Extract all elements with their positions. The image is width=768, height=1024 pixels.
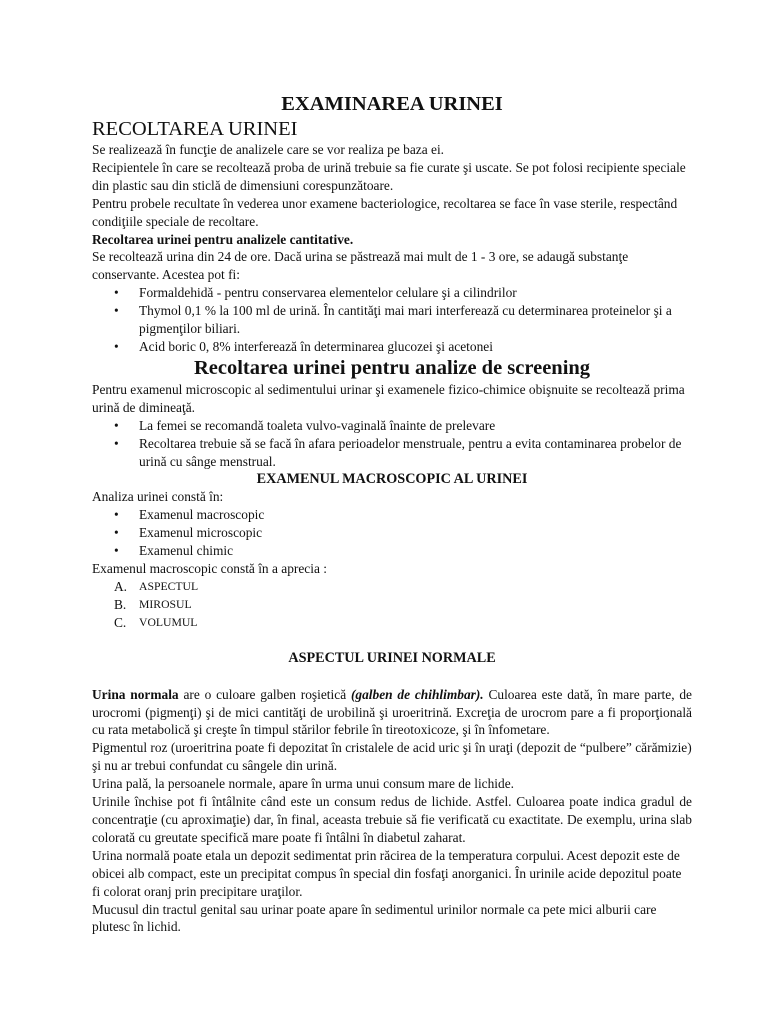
section-heading-aspectul: ASPECTUL URINEI NORMALE bbox=[288, 649, 496, 666]
paragraph: Pentru probele recultate în vederea unor examene bacteriologice, recoltarea se face în vase sterile, respectând condiţiile speciale de recoltare. bbox=[92, 195, 678, 229]
document-content bbox=[92, 91, 692, 936]
paragraph: Recipientele în care se recoltează proba de urină trebuie sa fie curate şi uscate. Se pot folosi recipiente speciale din plastic sau din sticlă de dimensiuni corespunzătoare. bbox=[92, 159, 686, 193]
paragraph: Se realizează în funcţie de analizele care se vor realiza pe baza ei. bbox=[92, 142, 445, 157]
list-item: • Examenul chimic bbox=[92, 542, 692, 560]
text-run: Culoarea este dată, în mare parte, de urocromi (pigmenţi) şi de mici cantităţi de urobilină şi uroeritrină. Excreţia de urocrom pare a fi proporţională cu rata metabolică şi creşte în timpul stărilor febrile în tireotoxicoze, şi în înfometare. bbox=[92, 686, 692, 738]
list-marker: A. bbox=[114, 578, 128, 594]
paragraph-urina-normala bbox=[92, 686, 692, 740]
paragraph: Urina palǎ, la persoanele normale, apare în urma unui consum mare de lichide. bbox=[92, 776, 515, 792]
bold-term: Urina normala bbox=[92, 686, 179, 702]
spacer bbox=[92, 632, 692, 649]
lettered-list bbox=[92, 578, 692, 632]
list-item: • Formaldehidă - pentru conservarea elementelor celulare şi a cilindrilor bbox=[92, 284, 692, 302]
bold-italic-term: (galben de chihlimbar). bbox=[350, 686, 484, 702]
paragraph: Examenul macroscopic constă în a aprecia : bbox=[92, 561, 327, 577]
list-marker: C. bbox=[114, 614, 127, 630]
paragraph: Mucusul din tractul genital sau urinar poate apare în sedimentul urinilor normale ca pete mici alburii care plutesc în lichid. bbox=[92, 901, 657, 935]
bullet-list-conservante bbox=[92, 284, 692, 356]
paragraph: Urinile închise pot fi întâlnite când este un consum redus de lichide. Astfel. Culoarea poate indica gradul de concentraţie (cu aproximaţie) dar, în final, aceasta trebuie să fie verificată cu exactitate. De exemplu, urina slab colorată cu greutate specifică mare poate fi întâlni în diabetul zaharat. bbox=[92, 794, 692, 845]
paragraph: Urina normală poate etala un depozit sedimentat prin răcirea de la temperatura corpului. Acest depozit este de obicei alb compact, este un precipitat compus în special din fosfaţi anorganici. În urinile acide depozitul poate fi colorat oranj prin precipitare uraţilor. bbox=[92, 847, 682, 899]
sub-heading-cantitative: Recoltarea urinei pentru analizele cantitative. bbox=[92, 231, 354, 247]
bullet-list-analiza bbox=[92, 506, 692, 560]
section-heading-recoltarea: RECOLTAREA URINEI bbox=[92, 118, 298, 140]
list-item bbox=[92, 596, 692, 614]
list-marker: B. bbox=[114, 596, 127, 612]
list-item bbox=[92, 614, 692, 632]
section-heading-macroscopic: EXAMENUL MACROSCOPIC AL URINEI bbox=[256, 471, 528, 488]
paragraph: Analiza urinei constă în: bbox=[92, 489, 224, 505]
list-item-text: ASPECTUL bbox=[139, 579, 199, 593]
list-item-text: MIROSUL bbox=[139, 597, 192, 611]
list-item bbox=[92, 578, 692, 596]
list-item: • Recoltarea trebuie să se facă în afara perioadelor menstruale, pentru a evita contaminarea probelor de urină cu sânge menstrual. bbox=[92, 435, 692, 471]
list-item: • La femei se recomandă toaleta vulvo-vaginală înainte de prelevare bbox=[92, 417, 692, 435]
spacer bbox=[92, 667, 692, 686]
bullet-list-screening bbox=[92, 417, 692, 471]
text-run: are o culoare galben roşietică bbox=[178, 686, 351, 702]
list-item: • Examenul macroscopic bbox=[92, 506, 692, 524]
list-item: • Thymol 0,1 % la 100 ml de urină. În cantităţi mai mari interferează cu determinarea proteinelor şi a pigmenţilor biliari. bbox=[92, 302, 692, 338]
list-item: • Examenul microscopic bbox=[92, 524, 692, 542]
document-title: EXAMINAREA URINEI bbox=[281, 93, 503, 115]
paragraph: Pigmentul roz (uroeritrina poate fi depozitat în cristalele de acid uric şi în uraţi (depozit de “pulbere” cărămizie) şi nu ar trebui confundat cu sângele din urină. bbox=[92, 740, 692, 774]
paragraph: Pentru examenul microscopic al sedimentului urinar şi examenele fizico-chimice obişnuite se recoltează prima urină de dimineaţă. bbox=[92, 381, 685, 415]
list-item-text: VOLUMUL bbox=[139, 615, 198, 629]
section-heading-screening: Recoltarea urinei pentru analize de screening bbox=[193, 356, 591, 379]
paragraph: Se recoltează urina din 24 de ore. Dacă urina se păstrează mai mult de 1 - 3 ore, se adaugă substanţe conservante. Acestea pot fi: bbox=[92, 249, 629, 283]
list-item: • Acid boric 0, 8% interferează în determinarea glucozei şi acetonei bbox=[92, 338, 692, 356]
